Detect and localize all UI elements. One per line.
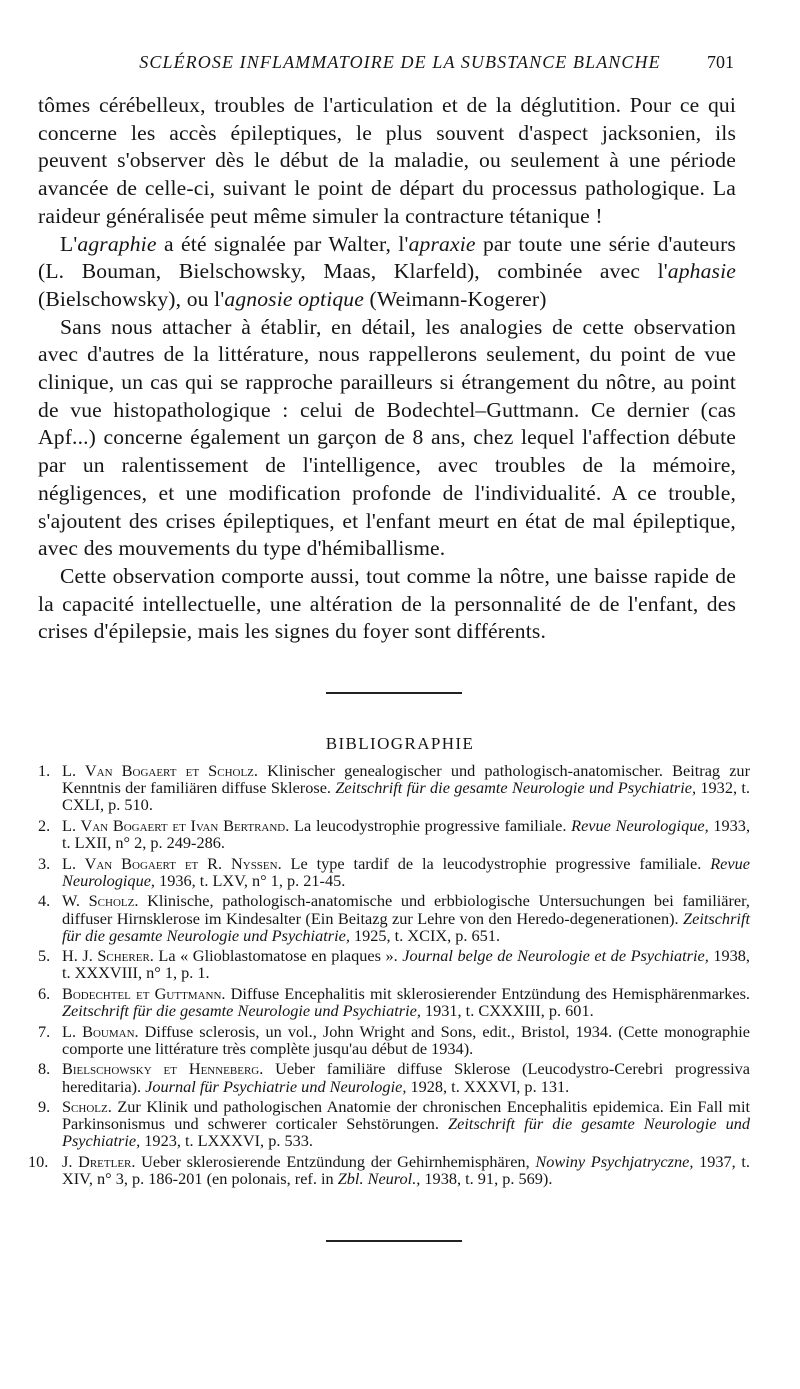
bibliography-entry: 8. Bielschowsky et Henneberg. Ueber familiäre diffuse Sklerose (Leucodystro-Cerebri progressiva hereditaria). Journal für Psychiatrie und Neurologie, 1928, t. XXXVI, p. 131. <box>38 1059 750 1096</box>
bibliography-entry: 5. H. J. Scherer. La « Glioblastomatose en plaques ». Journal belge de Neurologie et de Psychiatrie, 1938, t. XXXVIII, n° 1, p. 1. <box>38 946 750 983</box>
bibliography-entry: 9. Scholz. Zur Klinik und pathologischen Anatomie der chronischen Encephalitis epidemica. Ein Fall mit Parkinsonismus und schwerer corticaler Sehstörungen. Zeitschrift für die gesamte Neurologie und Psychiatrie, 1923, t. LXXXVI, p. 533. <box>38 1097 750 1151</box>
bibliography-heading: BIBLIOGRAPHIE <box>325 734 475 753</box>
paragraph-4: Cette observation comporte aussi, tout comme la nôtre, une baisse rapide de la capacité intellectuelle, une altération de la personnalité de de l'enfant, des crises d'épilepsie, mais les signes du foyer sont différents. <box>38 563 736 644</box>
bibliography-entry: 3. L. Van Bogaert et R. Nyssen. Le type tardif de la leucodystrophie progressive familiale. Revue Neurologique, 1936, t. LXV, n° 1, p. 21-45. <box>38 853 750 890</box>
bibliography-entry: 2. L. Van Bogaert et Ivan Bertrand. La leucodystrophie progressive familiale. Revue Neurologique, 1933, t. LXII, n° 2, p. 249-286. <box>38 815 751 853</box>
bibliography-entry: 7. L. Bouman. Diffuse sclerosis, un vol., John Wright and Sons, edit., Bristol, 1934. (Cette monographie comporte une littérature très complète jusqu'au début de 1934). <box>38 1021 750 1058</box>
bibliography-list <box>28 761 751 1191</box>
page-number: 701 <box>707 52 734 72</box>
body-text <box>38 92 736 646</box>
bibliography-entry: 6. Bodechtel et Guttmann. Diffuse Encephalitis mit sklerosierender Entzündung des Hemisphärenmarkes. Zeitschrift für die gesamte Neurologie und Psychiatrie, 1931, t. CXXXIII, p. 601. <box>38 983 751 1021</box>
end-divider <box>326 1240 462 1242</box>
bibliography-entry: 10. J. Dretler. Ueber sklerosierende Entzündung der Gehirnhemisphären, Nowiny Psychjatryczne, 1937, t. XIV, n° 3, p. 186-201 (en polonais, ref. in Zbl. Neurol., 1938, t. 91, p. 569). <box>28 1151 751 1189</box>
paragraph-1: tômes cérébelleux, troubles de l'articulation et de la déglutition. Pour ce qui concerne les accès épileptiques, le plus souvent d'aspect jacksonien, ils peuvent s'observer dès le début de la maladie, ou seulement à une période avancée de celle-ci, suivant le point de départ du processus pathologique. La raideur généralisée peut même simuler la contracture tétanique ! <box>38 93 736 228</box>
paragraph-3: Sans nous attacher à établir, en détail, les analogies de cette observation avec d'autres de la littérature, nous rappellerons seulement, du point de vue clinique, un cas qui se rapproche parailleurs si étrangement du nôtre, au point de vue histopathologique : celui de Bodechtel–Guttmann. Ce dernier (cas Apf...) concerne également un garçon de 8 ans, chez lequel l'affection débute par un ralentissement de l'intelligence, avec troubles de la mémoire, négligences, et une modification profonde de l'individualité. A ce trouble, s'ajoutent des crises épileptiques, et l'enfant meurt en état de mal épileptique, avec des mouvements du type d'hémiballisme. <box>38 314 736 561</box>
paragraph-2: L'agraphie a été signalée par Walter, l'apraxie par toute une série d'auteurs (L. Bouman, Bielschowsky, Maas, Klarfeld), combinée avec l'aphasie (Bielschowsky), ou l'agnosie optique (Weimann-Kogerer) <box>38 231 736 311</box>
bibliography-entry: 1. L. Van Bogaert et Scholz. Klinischer genealogischer und pathologisch-anatomischer. Beitrag zur Kenntnis der familiären diffuse Sklerose. Zeitschrift für die gesamte Neurologie und Psychiatrie, 1932, t. CXLI, p. 510. <box>38 761 750 815</box>
bibliography-entry: 4. W. Scholz. Klinische, pathologisch-anatomische und erbbiologische Untersuchungen bei familiärer, diffuser Hirnsklerose im Kindesalter (Ein Beitazg zur Lehre von den Heredo-degenerationen). Zeitschrift für die gesamte Neurologie und Psychiatrie, 1925, t. XCIX, p. 651. <box>38 891 750 945</box>
section-divider <box>326 692 462 694</box>
running-head: SCLÉROSE INFLAMMATOIRE DE LA SUBSTANCE BLANCHE <box>139 52 661 72</box>
